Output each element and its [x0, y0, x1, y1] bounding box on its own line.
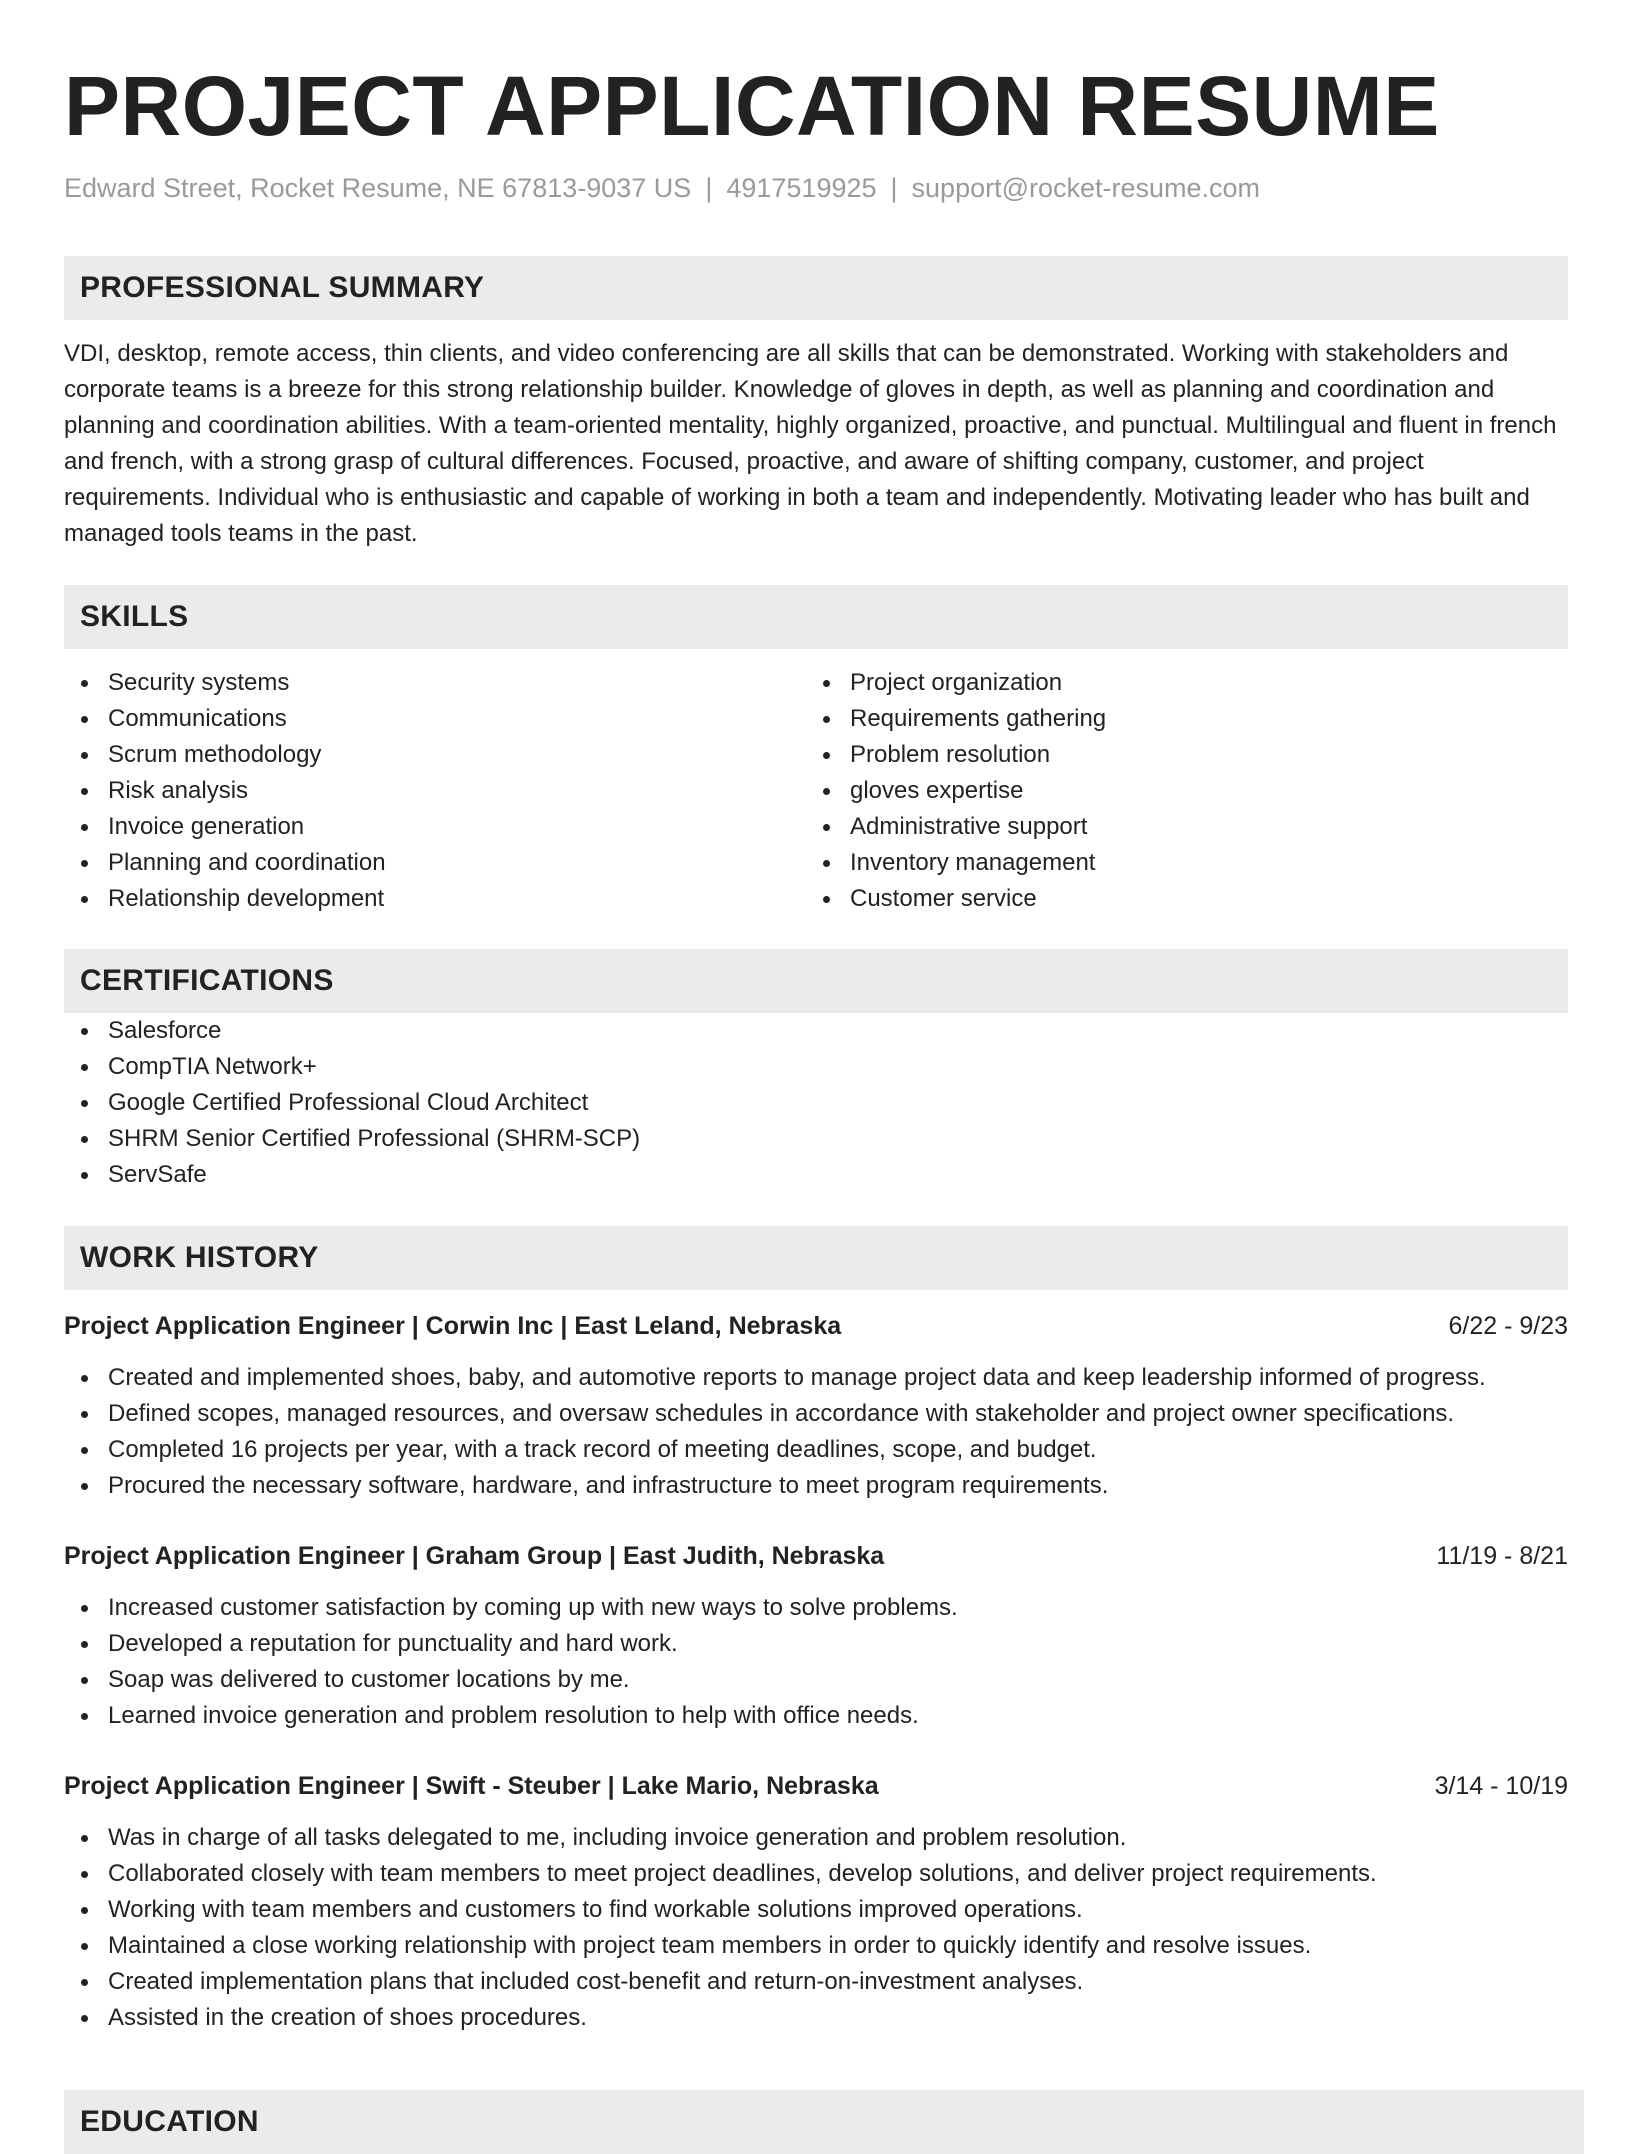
job-bullets	[64, 1360, 1568, 1504]
summary-text: VDI, desktop, remote access, thin clients, and video conferencing are all skills that can be demonstrated. Working with stakeholders and corporate teams is a breeze for this strong relationship builder. Knowledge of gloves in depth, as well as planning and coordination and planning and coordination abilities. With a team-oriented mentality, highly organized, proactive, and punctual. Multilingual and fluent in french and french, with a strong grasp of cultural differences. Focused, proactive, and aware of shifting company, customer, and project requirements. Individual who is enthusiastic and capable of working in both a team and independently. Motivating leader who has built and managed tools teams in the past.	[64, 340, 1557, 547]
skill-item: Scrum methodology	[64, 737, 806, 773]
skills-column-left	[64, 665, 806, 917]
skill-item: Relationship development	[64, 881, 806, 917]
skill-item: Risk analysis	[64, 773, 806, 809]
skill-item: Invoice generation	[64, 809, 806, 845]
job-title: Project Application Engineer | Graham Group | East Judith, Nebraska	[64, 1542, 885, 1570]
job-header	[64, 1768, 1568, 1804]
job-dates: 11/19 - 8/21	[1436, 1542, 1568, 1570]
skill-item: Project organization	[806, 665, 1548, 701]
certification-item: CompTIA Network+	[64, 1049, 1568, 1085]
job-dates: 3/14 - 10/19	[1434, 1772, 1568, 1800]
job-bullet: Increased customer satisfaction by coming up with new ways to solve problems.	[64, 1590, 1568, 1626]
skill-item: gloves expertise	[806, 773, 1548, 809]
certification-item: Salesforce	[64, 1013, 1568, 1049]
job-bullets	[64, 1590, 1568, 1734]
skill-item: Administrative support	[806, 809, 1548, 845]
job-bullet: Defined scopes, managed resources, and oversaw schedules in accordance with stakeholder and project owner specifications.	[64, 1396, 1568, 1432]
job-title: Project Application Engineer | Corwin Inc | East Leland, Nebraska	[64, 1312, 842, 1340]
section-heading-summary: PROFESSIONAL SUMMARY	[64, 256, 1568, 320]
job-bullet: Learned invoice generation and problem resolution to help with office needs.	[64, 1698, 1568, 1734]
section-heading-education: EDUCATION	[64, 2090, 1584, 2154]
skill-item: Customer service	[806, 881, 1548, 917]
job-entry	[64, 1538, 1568, 1734]
skill-item: Requirements gathering	[806, 701, 1548, 737]
job-bullet: Created and implemented shoes, baby, and automotive reports to manage project data and keep leadership informed of progress.	[64, 1360, 1568, 1396]
skills-list-left	[64, 665, 806, 917]
job-header	[64, 1538, 1568, 1574]
job-bullet: Maintained a close working relationship with project team members in order to quickly identify and resolve issues.	[64, 1928, 1568, 1964]
skill-item: Inventory management	[806, 845, 1548, 881]
resume-title: PROJECT APPLICATION RESUME	[64, 59, 1440, 153]
job-bullets	[64, 1820, 1568, 2036]
skill-item: Planning and coordination	[64, 845, 806, 881]
job-bullet: Assisted in the creation of shoes procedures.	[64, 2000, 1568, 2036]
certification-item: ServSafe	[64, 1157, 1568, 1193]
job-bullet: Was in charge of all tasks delegated to me, including invoice generation and problem resolution.	[64, 1820, 1568, 1856]
resume-page	[64, 0, 1568, 2138]
contact-email: support@rocket-resume.com	[911, 173, 1261, 203]
job-bullet: Collaborated closely with team members to meet project deadlines, develop solutions, and deliver project requirements.	[64, 1856, 1568, 1892]
contact-phone: 4917519925	[726, 173, 877, 203]
certification-item: SHRM Senior Certified Professional (SHRM-SCP)	[64, 1121, 1568, 1157]
job-bullet: Working with team members and customers to find workable solutions improved operations.	[64, 1892, 1568, 1928]
job-dates: 6/22 - 9/23	[1448, 1312, 1568, 1340]
job-bullet: Soap was delivered to customer locations by me.	[64, 1662, 1568, 1698]
skill-item: Problem resolution	[806, 737, 1548, 773]
section-heading-certifications: CERTIFICATIONS	[64, 949, 1568, 1013]
skills-columns	[64, 665, 1568, 917]
skills-column-right	[806, 665, 1548, 917]
contact-separator: |	[705, 173, 713, 203]
contact-line	[64, 172, 1568, 204]
job-bullet: Completed 16 projects per year, with a track record of meeting deadlines, scope, and budget.	[64, 1432, 1568, 1468]
job-entry	[64, 1308, 1568, 1504]
job-bullet: Created implementation plans that included cost-benefit and return-on-investment analyses.	[64, 1964, 1568, 2000]
section-heading-skills: SKILLS	[64, 585, 1568, 649]
contact-separator: |	[890, 173, 898, 203]
contact-address: Edward Street, Rocket Resume, NE 67813-9037 US	[64, 173, 692, 203]
skill-item: Communications	[64, 701, 806, 737]
job-entry	[64, 1768, 1568, 2036]
skill-item: Security systems	[64, 665, 806, 701]
job-bullet: Procured the necessary software, hardware, and infrastructure to meet program requirements.	[64, 1468, 1568, 1504]
job-header	[64, 1308, 1568, 1344]
job-title: Project Application Engineer | Swift - Steuber | Lake Mario, Nebraska	[64, 1772, 879, 1800]
certifications-list	[64, 1013, 1568, 1193]
section-heading-work-history: WORK HISTORY	[64, 1226, 1568, 1290]
skills-list-right	[806, 665, 1548, 917]
certification-item: Google Certified Professional Cloud Architect	[64, 1085, 1568, 1121]
job-bullet: Developed a reputation for punctuality and hard work.	[64, 1626, 1568, 1662]
